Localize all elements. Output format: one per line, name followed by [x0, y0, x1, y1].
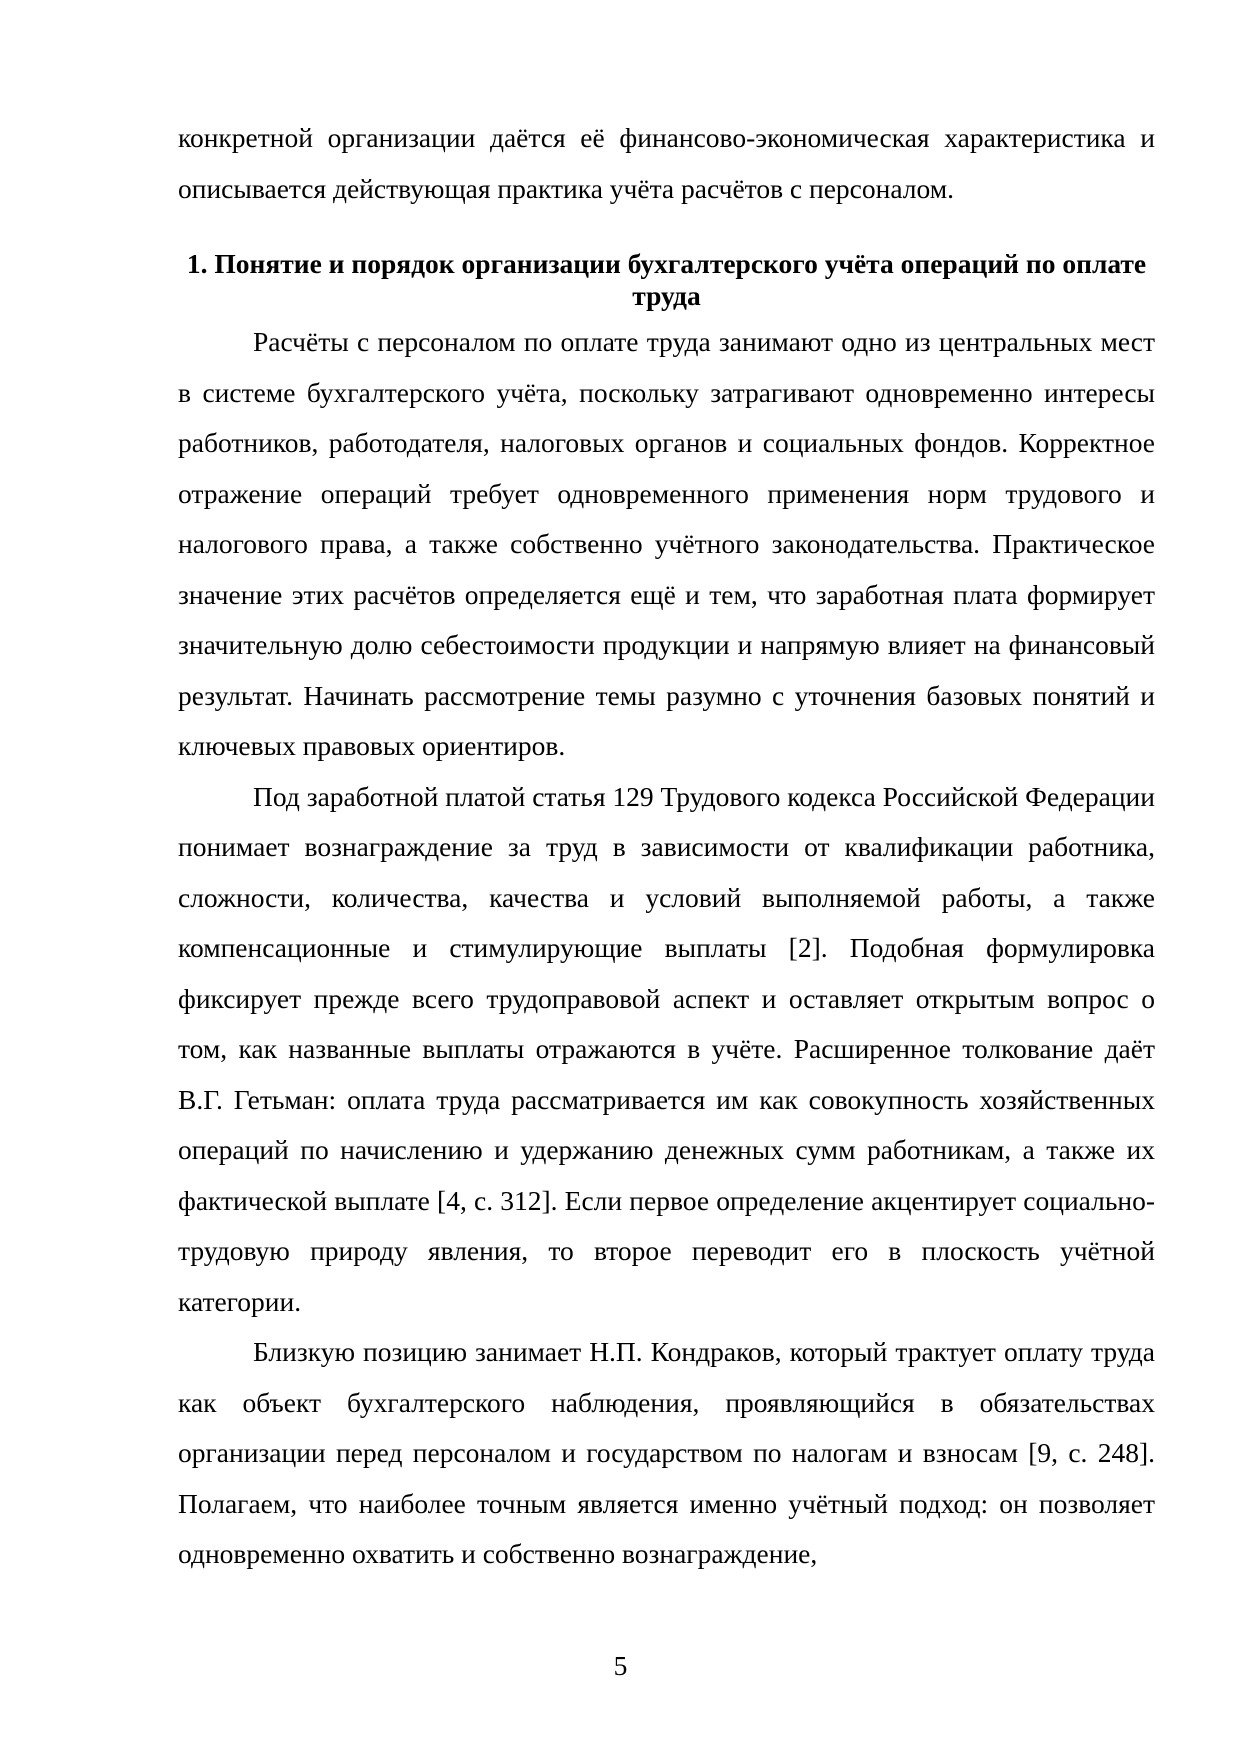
- paragraph-1: Расчёты с персоналом по оплате труда занимают одно из центральных мест в системе бухгалтерского учёта, поскольку затрагивают одновременно интересы работников, работодателя, налоговых органов и социальных фондов. Корректное отражение операций требует одновременного применения норм трудового и налогового права, а также собственно учётного законодательства. Практическое значение этих расчётов определяется ещё и тем, что заработная плата формирует значительную долю себестоимости продукции и напрямую влияет на финансовый результат. Начинать рассмотрение темы разумно с уточнения базовых понятий и ключевых правовых ориентиров.: [178, 326, 1155, 761]
- intro-text-block: [178, 113, 1155, 214]
- paragraph-2: Под заработной платой статья 129 Трудового кодекса Российской Федерации понимает вознаграждение за труд в зависимости от квалификации работника, сложности, количества, качества и условий выполняемой работы, а также компенсационные и стимулирующие выплаты [2]. Подобная формулировка фиксирует прежде всего трудоправовой аспект и оставляет открытым вопрос о том, как названные выплаты отражаются в учёте. Расширенное толкование даёт В.Г. Гетьман: оплата труда рассматривается им как совокупность хозяйственных операций по начислению и удержанию денежных сумм работникам, а также их фактической выплате [4, с. 312]. Если первое определение акцентирует социально-трудовую природу явления, то второе переводит его в плоскость учётной категории.: [178, 780, 1155, 1317]
- body-text-block: [178, 317, 1155, 1580]
- section-heading: 1. Понятие и порядок организации бухгалтерского учёта операций по оплате труда: [186, 248, 1147, 311]
- page-number: 5: [613, 1650, 628, 1681]
- intro-paragraph: конкретной организации даётся её финансово-экономическая характеристика и описывается действующая практика учёта расчётов с персоналом.: [178, 122, 1155, 204]
- paragraph-3: Близкую позицию занимает Н.П. Кондраков, который трактует оплату труда как объект бухгалтерского наблюдения, проявляющийся в обязательствах организации перед персоналом и государством по налогам и взносам [9, с. 248]. Полагаем, что наиболее точным является именно учётный подход: он позволяет одновременно охватить и собственно вознаграждение,: [178, 1336, 1155, 1569]
